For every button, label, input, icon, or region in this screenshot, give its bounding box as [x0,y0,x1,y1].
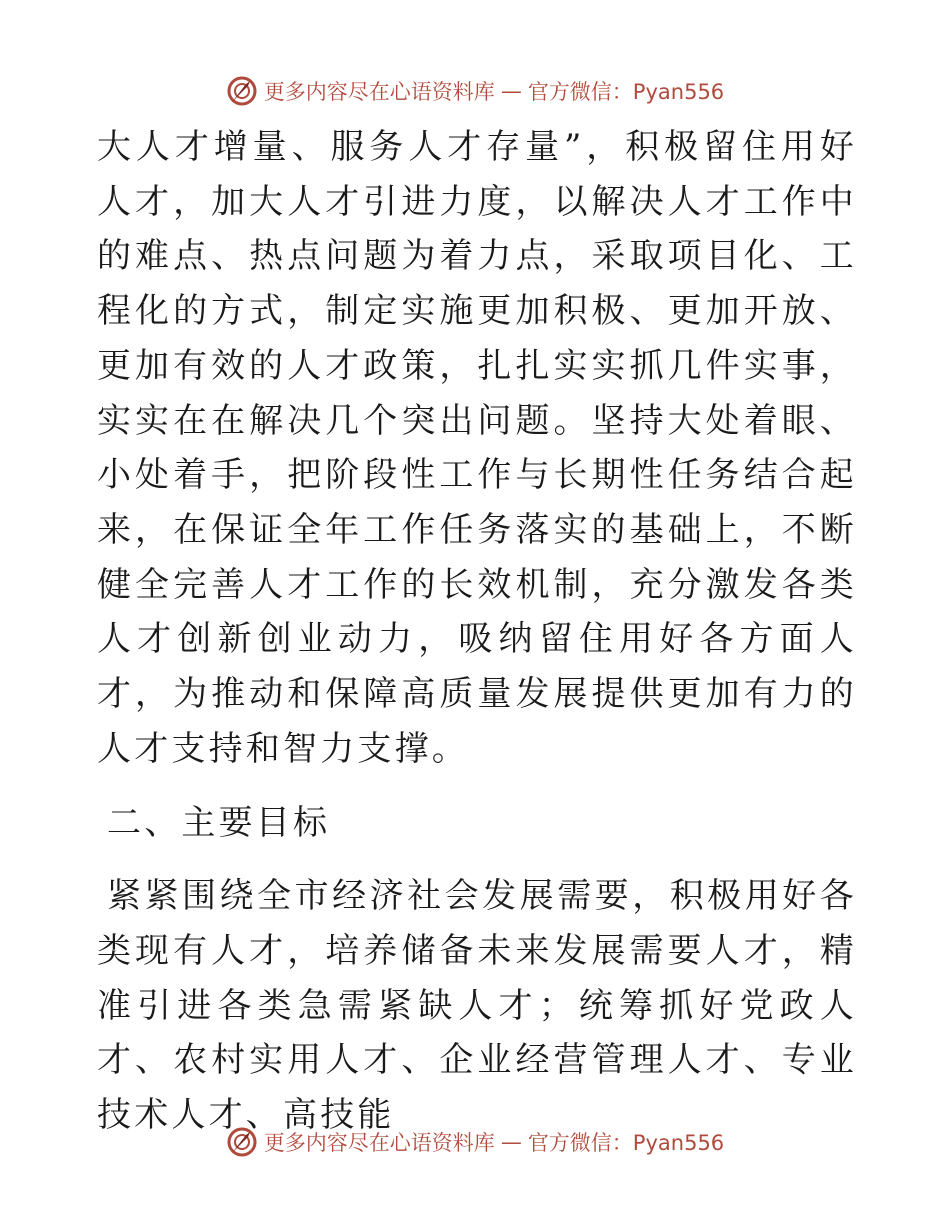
header-banner [0,71,950,111]
quill-seal-icon [226,1126,258,1158]
ad-text: 更多内容尽在心语资料库 [263,80,495,104]
contact-text: 官方微信：Pyan556 [527,1131,725,1155]
paragraph: 大人才增量、服务人才存量”，积极留住用好人才，加大人才引进力度，以解决人才工作中的难点、热点问题为着力点，采取项目化、工程化的方式，制定实施更加积极、更加开放、更加有效的人才政策，扎扎实实抓几件实事，实实在在解决几个突出问题。坚持大处着眼、小处着手，把阶段性工作与长期性任务结合起来，在保证全年工作任务落实的基础上，不断健全完善人才工作的长效机制，充分激发各类人才创新创业动力，吸纳留住用好各方面人才，为推动和保障高质量发展提供更加有力的人才支持和智力支撑。 [97,127,857,769]
document-body [97,120,857,1143]
ad-text: 更多内容尽在心语资料库 [263,1131,495,1155]
separator: — [500,79,522,103]
separator: — [500,1130,522,1154]
section-heading: 二、主要目标 [107,803,331,844]
contact-text: 官方微信：Pyan556 [527,80,725,104]
quill-seal-icon [226,75,258,107]
paragraph: 紧紧围绕全市经济社会发展需要，积极用好各类现有人才，培养储备未来发展需要人才，精准引进各类急需紧缺人才；统筹抓好党政人才、农村实用人才、企业经营管理人才、专业技术人才、高技能 [97,876,857,1135]
footer-banner [0,1122,950,1162]
